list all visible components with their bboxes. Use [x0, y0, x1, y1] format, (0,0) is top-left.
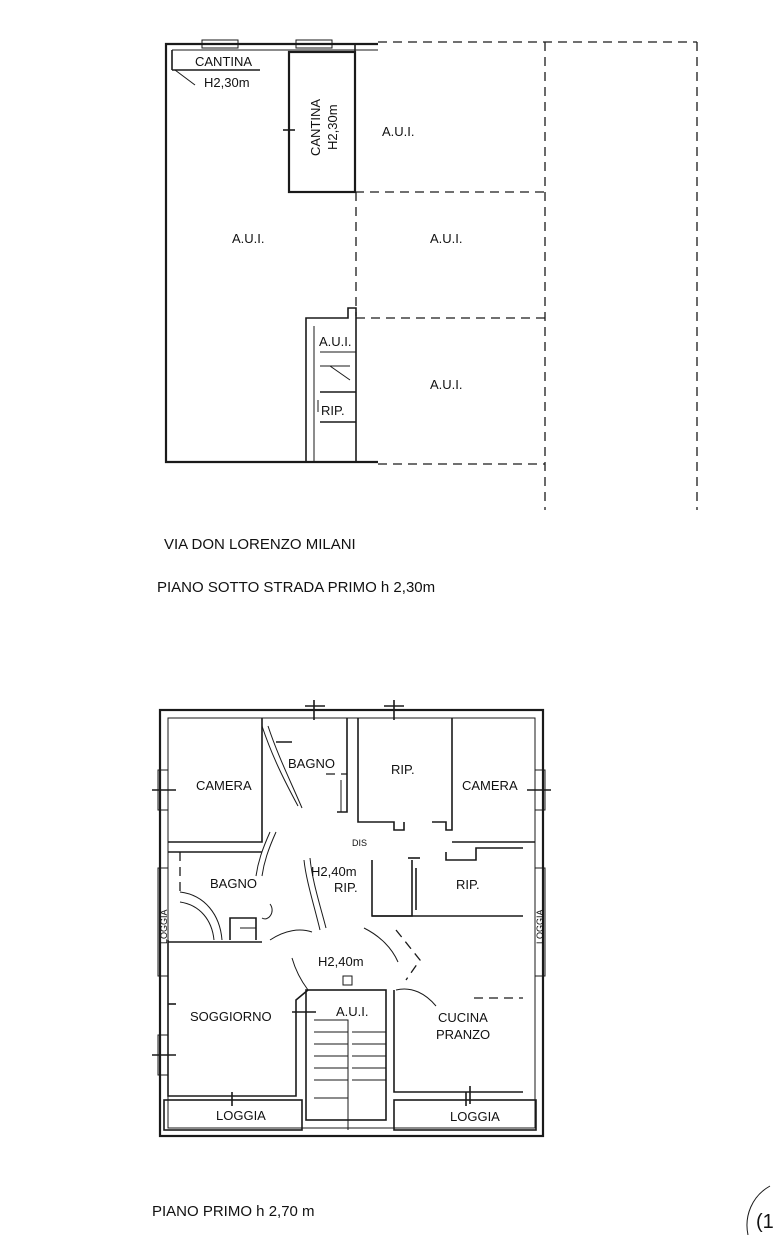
label-loggia-left: LOGGIA — [216, 1108, 266, 1123]
label-rip-top: RIP. — [391, 762, 415, 777]
label-aui-2: A.U.I. — [232, 231, 265, 246]
label-cantina-vertical-height: H2,30m — [325, 104, 340, 150]
page-mark: (1 — [756, 1211, 774, 1233]
label-loggia-side-right: LOGGIA — [535, 909, 545, 944]
label-rip-right: RIP. — [456, 877, 480, 892]
street-name: VIA DON LORENZO MILANI — [164, 536, 356, 553]
label-dis: DIS — [352, 838, 368, 848]
label-aui-5: A.U.I. — [430, 377, 463, 392]
label-bagno-top: BAGNO — [288, 756, 335, 771]
label-loggia-right: LOGGIA — [450, 1109, 500, 1124]
label-pranzo: PRANZO — [436, 1027, 491, 1042]
rip-center-walls — [372, 860, 412, 916]
label-rip-center: RIP. — [334, 880, 358, 895]
label-cucina: CUCINA — [438, 1010, 488, 1025]
label-aui-first-floor: A.U.I. — [336, 1004, 369, 1019]
label-loggia-side-left: LOGGIA — [159, 909, 169, 944]
first-floor-plan — [152, 700, 551, 1136]
label-rip-basement: RIP. — [321, 403, 345, 418]
basement-caption: PIANO SOTTO STRADA PRIMO h 2,30m — [157, 579, 436, 596]
basement-outer-wall — [166, 44, 378, 462]
label-camera-right: CAMERA — [462, 778, 518, 793]
label-soggiorno: SOGGIORNO — [190, 1009, 272, 1024]
label-camera-left: CAMERA — [196, 778, 252, 793]
label-cantina-vertical: CANTINA — [308, 98, 323, 156]
basement-plan — [166, 40, 697, 510]
label-aui-1: A.U.I. — [382, 124, 415, 139]
label-aui-3: A.U.I. — [430, 231, 463, 246]
first-floor-outer-wall — [160, 710, 543, 1136]
label-bagno-left: BAGNO — [210, 876, 257, 891]
label-rip-center-height: H2,40m — [311, 864, 357, 879]
cantina-door-swing — [175, 70, 195, 85]
label-cantina-top: CANTINA — [195, 54, 253, 69]
label-hall-height: H2,40m — [318, 954, 364, 969]
first-floor-caption: PIANO PRIMO h 2,70 m — [152, 1203, 315, 1220]
label-cantina-top-height: H2,30m — [204, 75, 250, 90]
label-aui-4: A.U.I. — [319, 334, 352, 349]
